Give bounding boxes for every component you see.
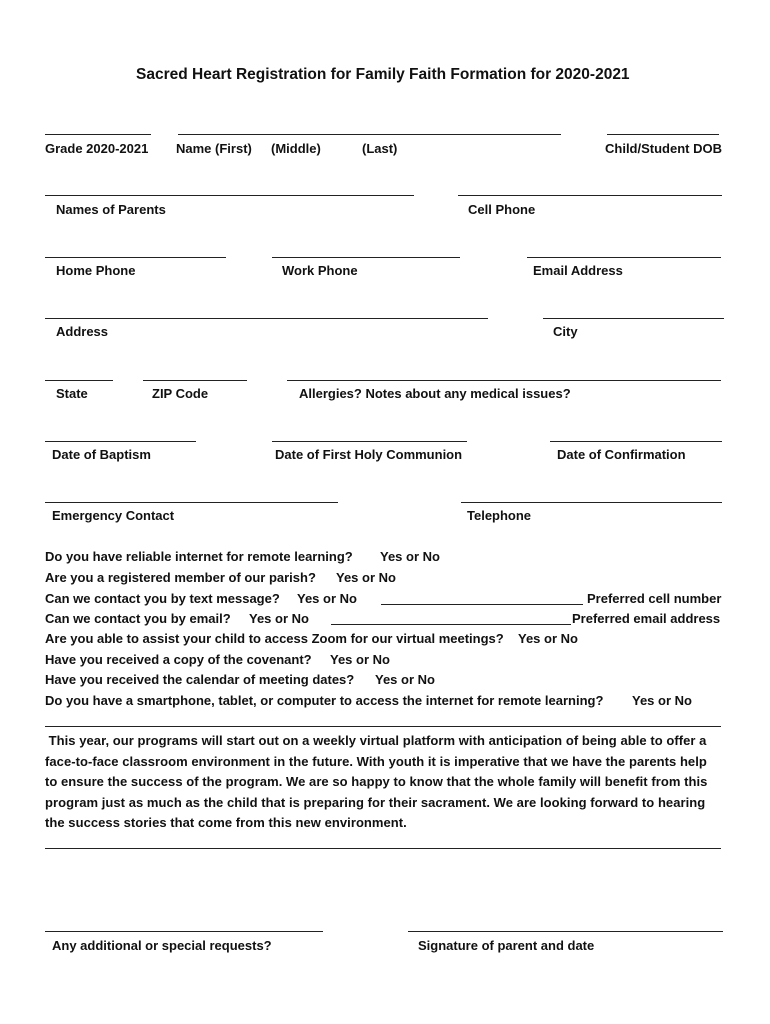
baptism-label: Date of Baptism: [52, 447, 151, 462]
answer-parish-member[interactable]: Yes or No: [336, 570, 396, 585]
signature-field-line[interactable]: [408, 931, 723, 932]
page-title: Sacred Heart Registration for Family Faith Formation for 2020-2021: [136, 66, 630, 83]
name-last-label: (Last): [362, 141, 398, 156]
work-phone-field-line[interactable]: [272, 257, 460, 258]
question-zoom: Are you able to assist your child to access Zoom for our virtual meetings?: [45, 631, 504, 646]
home-phone-field-line[interactable]: [45, 257, 226, 258]
question-internet: Do you have reliable internet for remote learning?: [45, 549, 353, 564]
city-label: City: [553, 324, 578, 339]
question-parish-member: Are you a registered member of our parish?: [45, 570, 316, 585]
grade-field-line[interactable]: [45, 134, 151, 135]
name-field-line[interactable]: [178, 134, 561, 135]
paragraph-line: face-to-face classroom environment in the future. With youth it is imperative that we have the parents help: [45, 753, 707, 769]
answer-internet[interactable]: Yes or No: [380, 549, 440, 564]
question-text-message: Can we contact you by text message?: [45, 591, 280, 606]
requests-field-line[interactable]: [45, 931, 323, 932]
allergies-label: Allergies? Notes about any medical issues?: [299, 386, 571, 401]
question-calendar: Have you received the calendar of meeting dates?: [45, 672, 355, 687]
preferred-email-label: Preferred email address: [572, 611, 721, 626]
paragraph-line: the success stories that come from this new environment.: [45, 815, 407, 831]
paragraph-line: This year, our programs will start out on a weekly virtual platform with anticipation of being able to offer a: [45, 733, 707, 748]
zip-label: ZIP Code: [152, 386, 209, 401]
preferred-email-line[interactable]: [331, 624, 571, 625]
grade-label: Grade 2020-2021: [45, 141, 149, 156]
bottom-divider: [45, 848, 721, 849]
dob-field-line[interactable]: [607, 134, 719, 135]
answer-text-message[interactable]: Yes or No: [297, 591, 357, 606]
telephone-label: Telephone: [467, 508, 532, 523]
question-email: Can we contact you by email?: [45, 611, 231, 626]
confirmation-field-line[interactable]: [550, 441, 722, 442]
top-divider: [45, 726, 721, 727]
answer-calendar[interactable]: Yes or No: [375, 672, 435, 687]
communion-label: Date of First Holy Communion: [275, 447, 463, 462]
telephone-field-line[interactable]: [461, 502, 722, 503]
program-paragraph: [45, 731, 725, 834]
communion-field-line[interactable]: [272, 441, 467, 442]
cell-phone-label: Cell Phone: [468, 202, 536, 217]
dob-label: Child/Student DOB: [605, 141, 722, 156]
home-phone-label: Home Phone: [56, 263, 136, 278]
requests-label: Any additional or special requests?: [52, 938, 272, 953]
work-phone-label: Work Phone: [282, 263, 358, 278]
name-first-label: Name (First): [176, 141, 252, 156]
preferred-cell-label: Preferred cell number: [587, 591, 722, 606]
city-field-line[interactable]: [543, 318, 724, 319]
email-field-line[interactable]: [527, 257, 721, 258]
parents-label: Names of Parents: [56, 202, 166, 217]
state-label: State: [56, 386, 88, 401]
signature-label: Signature of parent and date: [418, 938, 595, 953]
paragraph-line: program just as much as the child that is preparing for their sacrament. We are looking forward to hearing: [45, 794, 706, 810]
emergency-field-line[interactable]: [45, 502, 338, 503]
answer-zoom[interactable]: Yes or No: [518, 631, 578, 646]
preferred-cell-line[interactable]: [381, 604, 583, 605]
answer-covenant[interactable]: Yes or No: [330, 652, 390, 667]
cell-phone-field-line[interactable]: [458, 195, 722, 196]
email-label: Email Address: [533, 263, 623, 278]
answer-device[interactable]: Yes or No: [632, 693, 692, 708]
address-field-line[interactable]: [45, 318, 488, 319]
confirmation-label: Date of Confirmation: [557, 447, 686, 462]
answer-email[interactable]: Yes or No: [249, 611, 309, 626]
question-device: Do you have a smartphone, tablet, or computer to access the internet for remote learning?: [45, 693, 604, 708]
address-label: Address: [56, 324, 109, 339]
baptism-field-line[interactable]: [45, 441, 196, 442]
question-covenant: Have you received a copy of the covenant?: [45, 652, 312, 667]
state-field-line[interactable]: [45, 380, 113, 381]
emergency-label: Emergency Contact: [52, 508, 175, 523]
zip-field-line[interactable]: [143, 380, 247, 381]
name-middle-label: (Middle): [271, 141, 321, 156]
paragraph-line: to ensure the success of the program. We are so happy to know that the whole family will benefit from this: [45, 774, 708, 790]
allergies-field-line[interactable]: [287, 380, 721, 381]
parents-field-line[interactable]: [45, 195, 414, 196]
